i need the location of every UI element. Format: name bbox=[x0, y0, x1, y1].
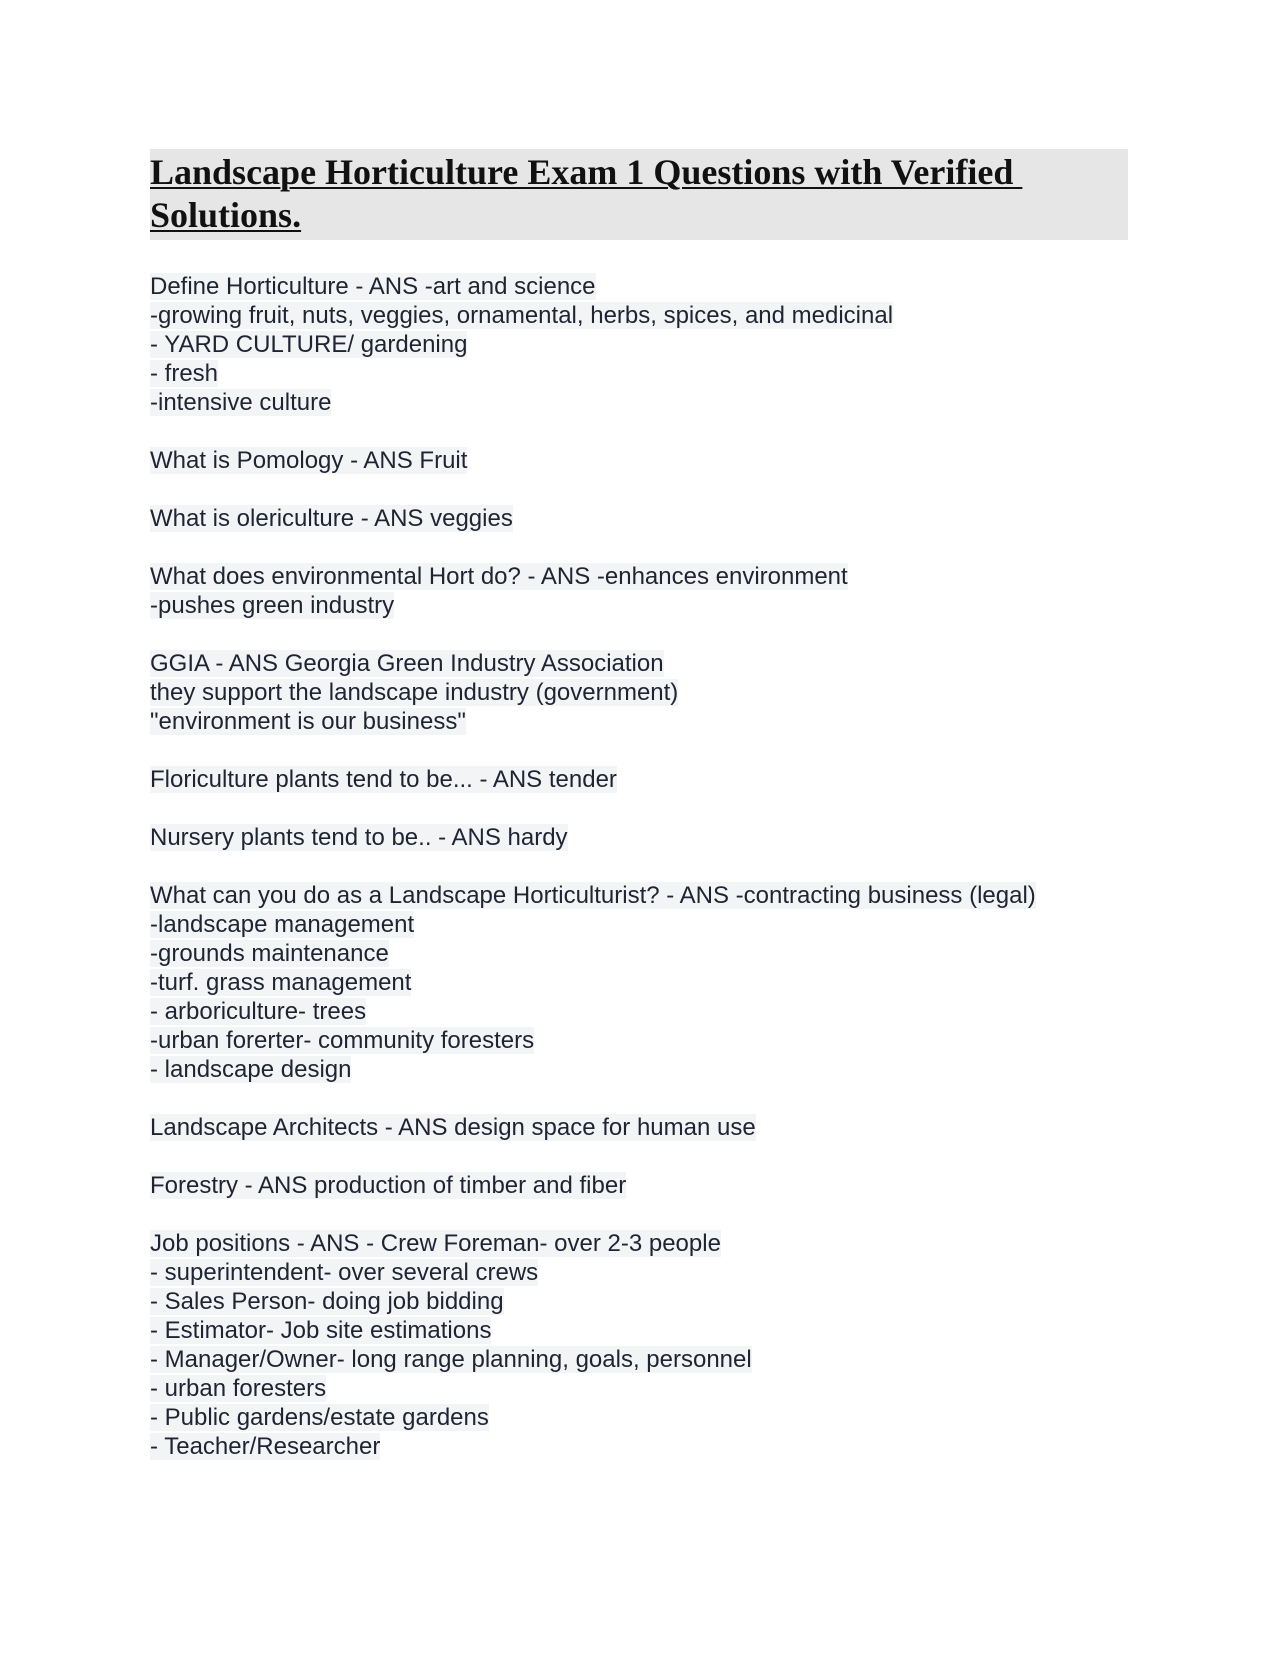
qa-item bbox=[150, 823, 1130, 852]
qa-item bbox=[150, 446, 1130, 475]
qa-item bbox=[150, 504, 1130, 533]
qa-line: Floriculture plants tend to be... - ANS tender bbox=[150, 766, 617, 793]
document-title bbox=[150, 149, 1128, 240]
qa-item bbox=[150, 562, 1130, 620]
qa-line: -growing fruit, nuts, veggies, ornamental, herbs, spices, and medicinal bbox=[150, 302, 894, 329]
qa-line: - Public gardens/estate gardens bbox=[150, 1404, 489, 1431]
title-line: Landscape Horticulture Exam 1 Questions with Verified bbox=[150, 152, 1023, 192]
qa-line: -landscape management bbox=[150, 911, 415, 938]
qa-item bbox=[150, 649, 1130, 736]
qa-line: What is Pomology - ANS Fruit bbox=[150, 447, 468, 474]
qa-line: Job positions - ANS - Crew Foreman- over 2-3 people bbox=[150, 1230, 721, 1257]
qa-line: What does environmental Hort do? - ANS -enhances environment bbox=[150, 563, 848, 590]
qa-line: - Sales Person- doing job bidding bbox=[150, 1288, 504, 1315]
qa-line: -grounds maintenance bbox=[150, 940, 389, 967]
title-line: Solutions. bbox=[150, 195, 302, 235]
qa-line: GGIA - ANS Georgia Green Industry Association bbox=[150, 650, 664, 677]
qa-line: - landscape design bbox=[150, 1056, 352, 1083]
qa-line: - fresh bbox=[150, 360, 219, 387]
qa-line: What can you do as a Landscape Horticulturist? - ANS -contracting business (legal) bbox=[150, 882, 1036, 909]
qa-line: -pushes green industry bbox=[150, 592, 395, 619]
qa-item bbox=[150, 1171, 1130, 1200]
qa-item bbox=[150, 765, 1130, 794]
qa-item bbox=[150, 1229, 1130, 1461]
qa-line: - superintendent- over several crews bbox=[150, 1259, 539, 1286]
qa-line: Define Horticulture - ANS -art and science bbox=[150, 273, 596, 300]
qa-line: What is olericulture - ANS veggies bbox=[150, 505, 513, 532]
qa-line: - Estimator- Job site estimations bbox=[150, 1317, 492, 1344]
qa-line: -urban forerter- community foresters bbox=[150, 1027, 535, 1054]
qa-line: -turf. grass management bbox=[150, 969, 412, 996]
qa-line: - YARD CULTURE/ gardening bbox=[150, 331, 468, 358]
qa-line: they support the landscape industry (government) bbox=[150, 679, 679, 706]
qa-line: "environment is our business" bbox=[150, 708, 466, 735]
qa-line: - Teacher/Researcher bbox=[150, 1433, 381, 1460]
qa-line: - arboriculture- trees bbox=[150, 998, 367, 1025]
qa-list bbox=[150, 272, 1130, 1461]
qa-line: - urban foresters bbox=[150, 1375, 327, 1402]
qa-line: Landscape Architects - ANS design space for human use bbox=[150, 1114, 756, 1141]
document-page bbox=[150, 149, 1130, 1490]
qa-line: Forestry - ANS production of timber and fiber bbox=[150, 1172, 627, 1199]
qa-item bbox=[150, 881, 1130, 1084]
qa-line: - Manager/Owner- long range planning, goals, personnel bbox=[150, 1346, 752, 1373]
qa-item bbox=[150, 1113, 1130, 1142]
qa-item bbox=[150, 272, 1130, 417]
qa-line: Nursery plants tend to be.. - ANS hardy bbox=[150, 824, 568, 851]
qa-line: -intensive culture bbox=[150, 389, 332, 416]
